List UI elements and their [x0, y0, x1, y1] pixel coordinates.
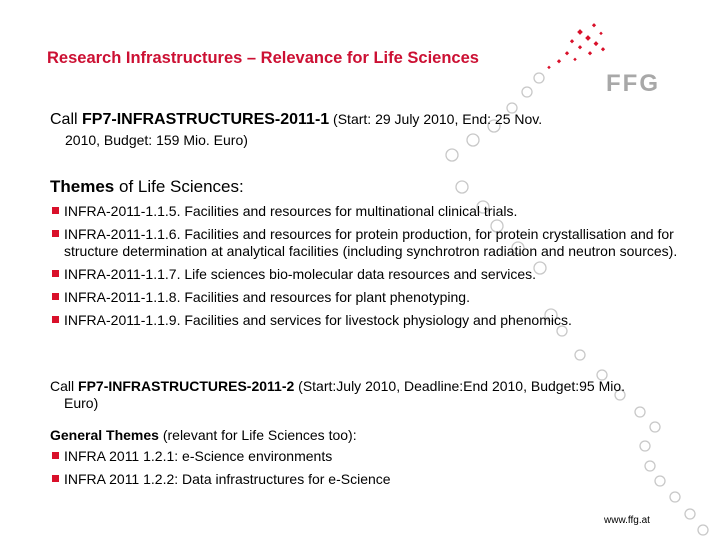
call-2-prefix: Call: [50, 378, 79, 394]
footer-url: www.ffg.at: [604, 515, 650, 526]
bullet-square-icon: [52, 316, 59, 323]
call-1-prefix: Call: [50, 111, 83, 128]
general-theme-text: INFRA 2011 1.2.1: e-Science environments: [64, 448, 333, 464]
bullet-square-icon: [52, 270, 59, 277]
general-heading-bold: General Themes: [50, 427, 159, 443]
list-item: [50, 203, 710, 220]
general-themes-list: [50, 448, 710, 494]
themes-list: [50, 203, 710, 335]
general-heading-rest: (relevant for Life Sciences too):: [158, 427, 357, 443]
list-item: [50, 289, 710, 306]
list-item: [50, 266, 710, 283]
call-1-paragraph: [50, 109, 700, 150]
general-themes-heading: [50, 427, 357, 443]
theme-text: INFRA-2011-1.1.9. Facilities and services for livestock physiology and phenomics.: [64, 312, 572, 328]
general-theme-text: INFRA 2011 1.2.2: Data infrastructures for e-Science: [64, 471, 391, 487]
call-1-details-line2: 2010, Budget: 159 Mio. Euro): [65, 132, 248, 148]
list-item: [50, 471, 710, 488]
themes-heading: [50, 177, 244, 197]
call-2-paragraph: [50, 378, 710, 412]
themes-heading-bold: Themes: [50, 177, 119, 196]
call-1-code: FP7-INFRASTRUCTURES-2011-1: [82, 111, 330, 128]
call-1-details-line1: (Start: 29 July 2010, End: 25 Nov.: [329, 111, 543, 127]
list-item: [50, 448, 710, 465]
list-item: [50, 226, 710, 260]
theme-text: INFRA-2011-1.1.6. Facilities and resources for protein production, for protein crystallisation and for structure determination at analytical facilities (including synchrotron radiation and neutron sources).: [64, 226, 678, 259]
ffg-logo: FFG: [606, 70, 660, 97]
slide-title: Research Infrastructures – Relevance for Life Sciences: [47, 49, 479, 67]
theme-text: INFRA-2011-1.1.7. Life sciences bio-molecular data resources and services.: [64, 266, 537, 282]
call-2-details-line1: (Start:July 2010, Deadline:End 2010, Budget:95 Mio.: [294, 378, 626, 394]
call-2-code: FP7-INFRASTRUCTURES-2011-2: [78, 378, 295, 394]
list-item: [50, 312, 710, 329]
theme-text: INFRA-2011-1.1.5. Facilities and resources for multinational clinical trials.: [64, 203, 518, 219]
bullet-square-icon: [52, 293, 59, 300]
bullet-square-icon: [52, 475, 59, 482]
call-2-details-line2: Euro): [64, 395, 99, 411]
theme-text: INFRA-2011-1.1.8. Facilities and resources for plant phenotyping.: [64, 289, 470, 305]
bullet-square-icon: [52, 230, 59, 237]
themes-heading-rest: of Life Sciences:: [118, 177, 244, 196]
bullet-square-icon: [52, 207, 59, 214]
bullet-square-icon: [52, 452, 59, 459]
